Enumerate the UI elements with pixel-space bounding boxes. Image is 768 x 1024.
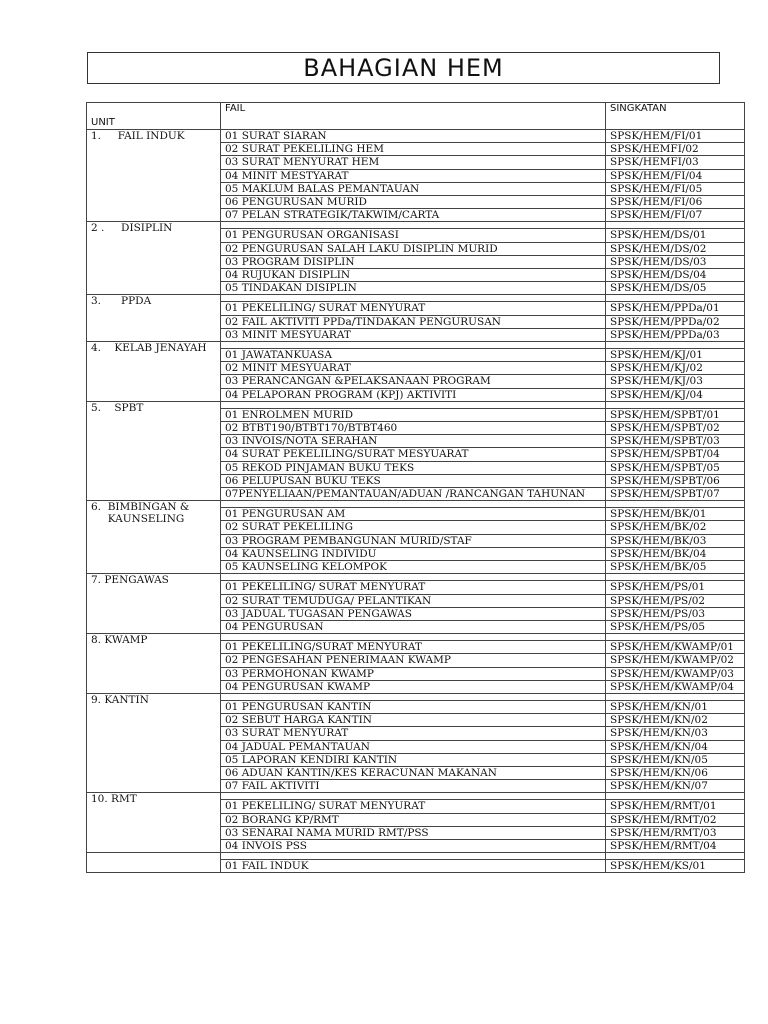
singkatan-text: SPSK/HEM/FI/05 — [610, 182, 703, 195]
spacer-cell — [606, 853, 745, 860]
fail-cell — [221, 800, 606, 813]
singkatan-text: SPSK/HEM/SPBT/01 — [610, 408, 720, 421]
unit-label: 1. FAIL INDUK — [91, 130, 185, 142]
unit-cell — [87, 295, 221, 342]
singkatan-cell — [606, 547, 745, 560]
singkatan-text: SPSK/HEMFI/02 — [610, 143, 699, 156]
spacer-cell — [221, 793, 606, 800]
singkatan-cell — [606, 620, 745, 633]
fail-cell — [221, 156, 606, 169]
fail-cell — [221, 282, 606, 295]
section-spacer-row — [87, 574, 745, 581]
singkatan-text: SPSK/HEM/KN/05 — [610, 753, 708, 766]
unit-label: 5. SPBT — [91, 401, 144, 414]
unit-cell — [87, 853, 221, 873]
singkatan-cell — [606, 727, 745, 740]
fail-cell — [221, 766, 606, 779]
fail-text: 06 PELUPUSAN BUKU TEKS — [225, 474, 381, 487]
fail-cell — [221, 641, 606, 654]
fail-text: 04 RUJUKAN DISIPLIN — [225, 269, 351, 282]
singkatan-text: SPSK/HEM/SPBT/07 — [610, 488, 720, 501]
spacer-cell — [221, 222, 606, 229]
singkatan-text: SPSK/HEM/KS/01 — [610, 860, 706, 873]
singkatan-cell — [606, 448, 745, 461]
singkatan-text: SPSK/HEM/FI/04 — [610, 169, 703, 182]
fail-text: 02 FAIL AKTIVITI PPDa/TINDAKAN PENGURUSAN — [225, 315, 501, 328]
singkatan-text: SPSK/HEM/FI/07 — [610, 209, 703, 222]
singkatan-cell — [606, 581, 745, 594]
fail-text: 01 PENGURUSAN AM — [225, 508, 346, 521]
singkatan-cell — [606, 408, 745, 421]
spacer-cell — [606, 295, 745, 302]
fail-cell — [221, 328, 606, 341]
singkatan-text: SPSK/HEM/DS/01 — [610, 229, 707, 242]
fail-cell — [221, 740, 606, 753]
fail-cell — [221, 422, 606, 435]
singkatan-text: SPSK/HEM/BK/03 — [610, 534, 707, 547]
singkatan-text: SPSK/HEM/KWAMP/01 — [610, 641, 734, 654]
section-spacer-row — [87, 501, 745, 508]
fail-cell — [221, 143, 606, 156]
fail-text: 03 SENARAI NAMA MURID RMT/PSS — [225, 826, 429, 839]
singkatan-cell — [606, 242, 745, 255]
unit-cell — [87, 222, 221, 295]
spacer-cell — [606, 693, 745, 700]
fail-text: 04 PELAPORAN PROGRAM (KPJ) AKTIVITI — [225, 388, 457, 401]
singkatan-text: SPSK/HEM/BK/02 — [610, 521, 707, 534]
singkatan-text: SPSK/HEM/KJ/03 — [610, 375, 703, 388]
fail-cell — [221, 534, 606, 547]
singkatan-text: SPSK/HEM/DS/03 — [610, 255, 707, 268]
fail-text: 01 PEKELILING/ SURAT MENYURAT — [225, 800, 426, 813]
unit-label: 2 . DISIPLIN — [91, 222, 173, 235]
fail-cell — [221, 488, 606, 501]
singkatan-cell — [606, 813, 745, 826]
singkatan-text: SPSK/HEM/PS/03 — [610, 607, 706, 620]
singkatan-cell — [606, 534, 745, 547]
singkatan-cell — [606, 461, 745, 474]
fail-cell — [221, 375, 606, 388]
section-spacer-row — [87, 693, 745, 700]
singkatan-cell — [606, 388, 745, 401]
fail-text: 07PENYELIAAN/PEMANTAUAN/ADUAN /RANCANGAN TAHUNAN — [225, 488, 586, 501]
singkatan-cell — [606, 839, 745, 852]
fail-text: 02 SURAT PEKELILING HEM — [225, 143, 384, 156]
singkatan-text: SPSK/HEMFI/03 — [610, 156, 699, 169]
singkatan-text: SPSK/HEM/KJ/04 — [610, 388, 703, 401]
singkatan-text: SPSK/HEM/SPBT/05 — [610, 461, 720, 474]
singkatan-cell — [606, 255, 745, 268]
singkatan-cell — [606, 508, 745, 521]
fail-cell — [221, 667, 606, 680]
fail-text: 06 ADUAN KANTIN/KES KERACUNAN MAKANAN — [225, 766, 497, 779]
singkatan-cell — [606, 169, 745, 182]
header-unit-label: UNIT — [91, 116, 115, 128]
spacer-cell — [606, 634, 745, 641]
fail-text: 02 SURAT PEKELILING — [225, 521, 354, 534]
singkatan-text: SPSK/HEM/PPDa/02 — [610, 315, 720, 328]
fail-cell — [221, 209, 606, 222]
singkatan-text: SPSK/HEM/DS/05 — [610, 282, 707, 295]
file-table — [86, 102, 745, 873]
fail-cell — [221, 255, 606, 268]
unit-label: 10. RMT — [91, 793, 137, 806]
singkatan-cell — [606, 349, 745, 362]
fail-text: 03 INVOIS/NOTA SERAHAN — [225, 435, 378, 448]
singkatan-cell — [606, 561, 745, 574]
singkatan-text: SPSK/HEM/RMT/04 — [610, 839, 717, 852]
fail-cell — [221, 700, 606, 713]
spacer-cell — [221, 693, 606, 700]
fail-text: 03 SURAT MENYURAT HEM — [225, 156, 380, 169]
fail-cell — [221, 594, 606, 607]
fail-text: 05 KAUNSELING KELOMPOK — [225, 561, 387, 574]
singkatan-cell — [606, 780, 745, 793]
fail-text: 04 PENGURUSAN KWAMP — [225, 680, 371, 693]
section-spacer-row — [87, 222, 745, 229]
singkatan-text: SPSK/HEM/DS/04 — [610, 269, 707, 282]
section-spacer-row — [87, 295, 745, 302]
unit-label: 4. KELAB JENAYAH — [91, 342, 207, 355]
fail-cell — [221, 196, 606, 209]
singkatan-text: SPSK/HEM/FI/06 — [610, 196, 703, 209]
spacer-cell — [221, 574, 606, 581]
singkatan-cell — [606, 607, 745, 620]
fail-text: 02 PENGESAHAN PENERIMAAN KWAMP — [225, 654, 451, 667]
fail-cell — [221, 581, 606, 594]
singkatan-text: SPSK/HEM/BK/01 — [610, 508, 707, 521]
singkatan-text: SPSK/HEM/SPBT/04 — [610, 448, 720, 461]
section-spacer-row — [87, 634, 745, 641]
singkatan-cell — [606, 826, 745, 839]
singkatan-text: SPSK/HEM/KN/06 — [610, 766, 708, 779]
spacer-cell — [606, 342, 745, 349]
singkatan-text: SPSK/HEM/KJ/01 — [610, 349, 703, 362]
singkatan-cell — [606, 700, 745, 713]
unit-label: 8. KWAMP — [91, 634, 148, 647]
unit-cell — [87, 501, 221, 574]
unit-label: 6. BIMBINGAN & KAUNSELING — [91, 501, 190, 526]
fail-cell — [221, 714, 606, 727]
singkatan-cell — [606, 130, 745, 143]
unit-cell — [87, 574, 221, 634]
singkatan-text: SPSK/HEM/PS/01 — [610, 581, 706, 594]
singkatan-text: SPSK/HEM/KWAMP/02 — [610, 654, 734, 667]
fail-text: 01 JAWATANKUASA — [225, 349, 332, 362]
spacer-cell — [221, 295, 606, 302]
spacer-cell — [221, 401, 606, 408]
fail-cell — [221, 408, 606, 421]
unit-cell — [87, 342, 221, 402]
fail-text: 05 TINDAKAN DISIPLIN — [225, 282, 357, 295]
singkatan-cell — [606, 654, 745, 667]
singkatan-text: SPSK/HEM/SPBT/03 — [610, 435, 720, 448]
fail-cell — [221, 182, 606, 195]
fail-cell — [221, 269, 606, 282]
fail-text: 02 BTBT190/BTBT170/BTBT460 — [225, 422, 398, 435]
singkatan-cell — [606, 680, 745, 693]
fail-cell — [221, 780, 606, 793]
singkatan-text: SPSK/HEM/DS/02 — [610, 242, 707, 255]
singkatan-cell — [606, 315, 745, 328]
singkatan-text: SPSK/HEM/KWAMP/03 — [610, 667, 734, 680]
fail-text: 02 MINIT MESYUARAT — [225, 362, 351, 375]
fail-text: 03 PROGRAM DISIPLIN — [225, 255, 355, 268]
singkatan-cell — [606, 714, 745, 727]
fail-cell — [221, 753, 606, 766]
singkatan-text: SPSK/HEM/PS/02 — [610, 594, 706, 607]
fail-cell — [221, 474, 606, 487]
fail-text: 04 SURAT PEKELILING/SURAT MESYUARAT — [225, 448, 469, 461]
singkatan-cell — [606, 435, 745, 448]
section-spacer-row — [87, 401, 745, 408]
singkatan-text: SPSK/HEM/KN/03 — [610, 727, 708, 740]
singkatan-cell — [606, 800, 745, 813]
singkatan-cell — [606, 860, 745, 873]
fail-cell — [221, 607, 606, 620]
spacer-cell — [221, 853, 606, 860]
fail-cell — [221, 860, 606, 873]
singkatan-cell — [606, 521, 745, 534]
singkatan-cell — [606, 594, 745, 607]
fail-cell — [221, 362, 606, 375]
singkatan-text: SPSK/HEM/FI/01 — [610, 130, 703, 142]
singkatan-text: SPSK/HEM/KN/02 — [610, 714, 708, 727]
singkatan-cell — [606, 474, 745, 487]
fail-text: 04 INVOIS PSS — [225, 839, 307, 852]
section-spacer-row — [87, 342, 745, 349]
fail-text: 07 FAIL AKTIVITI — [225, 780, 320, 793]
singkatan-text: SPSK/HEM/PS/05 — [610, 620, 706, 633]
spacer-cell — [221, 634, 606, 641]
singkatan-text: SPSK/HEM/BK/05 — [610, 561, 707, 574]
fail-text: 02 PENGURUSAN SALAH LAKU DISIPLIN MURID — [225, 242, 498, 255]
singkatan-cell — [606, 229, 745, 242]
fail-text: 01 FAIL INDUK — [225, 860, 309, 873]
fail-cell — [221, 349, 606, 362]
fail-text: 03 MINIT MESYUARAT — [225, 328, 351, 341]
singkatan-cell — [606, 362, 745, 375]
unit-label: 7. PENGAWAS — [91, 574, 169, 587]
singkatan-cell — [606, 196, 745, 209]
singkatan-cell — [606, 182, 745, 195]
singkatan-cell — [606, 740, 745, 753]
fail-cell — [221, 654, 606, 667]
fail-cell — [221, 813, 606, 826]
singkatan-text: SPSK/HEM/SPBT/06 — [610, 474, 720, 487]
unit-label: 9. KANTIN — [91, 693, 149, 706]
fail-cell — [221, 561, 606, 574]
fail-cell — [221, 826, 606, 839]
singkatan-cell — [606, 209, 745, 222]
fail-cell — [221, 435, 606, 448]
singkatan-cell — [606, 753, 745, 766]
singkatan-cell — [606, 156, 745, 169]
singkatan-cell — [606, 302, 745, 315]
fail-cell — [221, 461, 606, 474]
singkatan-text: SPSK/HEM/RMT/03 — [610, 826, 717, 839]
spacer-cell — [221, 342, 606, 349]
table-header-row — [87, 103, 745, 130]
fail-text: 03 PERANCANGAN &PELAKSANAAN PROGRAM — [225, 375, 491, 388]
fail-cell — [221, 620, 606, 633]
header-singkatan — [606, 103, 745, 130]
singkatan-text: SPSK/HEM/RMT/02 — [610, 813, 717, 826]
fail-cell — [221, 521, 606, 534]
singkatan-text: SPSK/HEM/RMT/01 — [610, 800, 717, 813]
unit-cell — [87, 693, 221, 792]
fail-text: 02 SURAT TEMUDUGA/ PELANTIKAN — [225, 594, 432, 607]
fail-cell — [221, 302, 606, 315]
singkatan-cell — [606, 667, 745, 680]
fail-cell — [221, 388, 606, 401]
unit-cell — [87, 401, 221, 500]
fail-cell — [221, 680, 606, 693]
fail-text: 01 ENROLMEN MURID — [225, 408, 354, 421]
fail-cell — [221, 315, 606, 328]
singkatan-cell — [606, 375, 745, 388]
fail-text: 04 PENGURUSAN — [225, 620, 324, 633]
fail-text: 04 MINIT MESTYARAT — [225, 169, 349, 182]
spacer-cell — [606, 501, 745, 508]
spacer-cell — [606, 401, 745, 408]
spacer-cell — [606, 574, 745, 581]
singkatan-cell — [606, 488, 745, 501]
fail-text: 05 LAPORAN KENDIRI KANTIN — [225, 753, 398, 766]
table-row — [87, 130, 745, 143]
fail-text: 01 PEKELILING/SURAT MENYURAT — [225, 641, 422, 654]
singkatan-cell — [606, 143, 745, 156]
singkatan-text: SPSK/HEM/KN/04 — [610, 740, 708, 753]
fail-text: 04 KAUNSELING INDIVIDU — [225, 547, 377, 560]
fail-cell — [221, 448, 606, 461]
document-title: BAHAGIAN HEM — [87, 52, 720, 84]
fail-text: 03 JADUAL TUGASAN PENGAWAS — [225, 607, 412, 620]
singkatan-text: SPSK/HEM/KWAMP/04 — [610, 680, 734, 693]
singkatan-text: SPSK/HEM/KN/07 — [610, 780, 708, 793]
header-fail — [221, 103, 606, 130]
header-fail-label: FAIL — [225, 103, 246, 114]
fail-text: 02 SEBUT HARGA KANTIN — [225, 714, 372, 727]
fail-text: 01 PENGURUSAN ORGANISASI — [225, 229, 399, 242]
fail-cell — [221, 242, 606, 255]
fail-text: 01 SURAT SIARAN — [225, 130, 327, 142]
unit-cell — [87, 130, 221, 222]
fail-cell — [221, 169, 606, 182]
fail-cell — [221, 229, 606, 242]
fail-cell — [221, 727, 606, 740]
header-unit — [87, 103, 221, 130]
singkatan-cell — [606, 328, 745, 341]
unit-cell — [87, 634, 221, 694]
fail-text: 02 BORANG KP/RMT — [225, 813, 339, 826]
singkatan-text: SPSK/HEM/PPDa/01 — [610, 302, 720, 315]
singkatan-text: SPSK/HEM/KN/01 — [610, 700, 708, 713]
fail-text: 05 REKOD PINJAMAN BUKU TEKS — [225, 461, 415, 474]
fail-cell — [221, 839, 606, 852]
singkatan-text: SPSK/HEM/BK/04 — [610, 547, 707, 560]
fail-text: 03 SURAT MENYURAT — [225, 727, 349, 740]
unit-cell — [87, 793, 221, 853]
singkatan-cell — [606, 766, 745, 779]
fail-cell — [221, 130, 606, 143]
spacer-cell — [606, 793, 745, 800]
fail-cell — [221, 547, 606, 560]
fail-text: 01 PEKELILING/ SURAT MENYURAT — [225, 302, 426, 315]
fail-text: 07 PELAN STRATEGIK/TAKWIM/CARTA — [225, 209, 440, 222]
fail-text: 03 PERMOHONAN KWAMP — [225, 667, 374, 680]
singkatan-cell — [606, 282, 745, 295]
fail-text: 01 PENGURUSAN KANTIN — [225, 700, 372, 713]
fail-text: 05 MAKLUM BALAS PEMANTAUAN — [225, 182, 420, 195]
singkatan-cell — [606, 422, 745, 435]
fail-text: 03 PROGRAM PEMBANGUNAN MURID/STAF — [225, 534, 472, 547]
file-table-body — [87, 103, 745, 873]
singkatan-cell — [606, 641, 745, 654]
fail-text: 01 PEKELILING/ SURAT MENYURAT — [225, 581, 426, 594]
fail-cell — [221, 508, 606, 521]
singkatan-text: SPSK/HEM/KJ/02 — [610, 362, 703, 375]
spacer-cell — [606, 222, 745, 229]
section-spacer-row — [87, 793, 745, 800]
spacer-cell — [221, 501, 606, 508]
section-spacer-row — [87, 853, 745, 860]
fail-text: 06 PENGURUSAN MURID — [225, 196, 367, 209]
singkatan-text: SPSK/HEM/PPDa/03 — [610, 328, 720, 341]
singkatan-text: SPSK/HEM/SPBT/02 — [610, 422, 720, 435]
unit-label: 3. PPDA — [91, 295, 152, 308]
singkatan-cell — [606, 269, 745, 282]
fail-text: 04 JADUAL PEMANTAUAN — [225, 740, 370, 753]
header-singkatan-label: SINGKATAN — [610, 103, 667, 114]
